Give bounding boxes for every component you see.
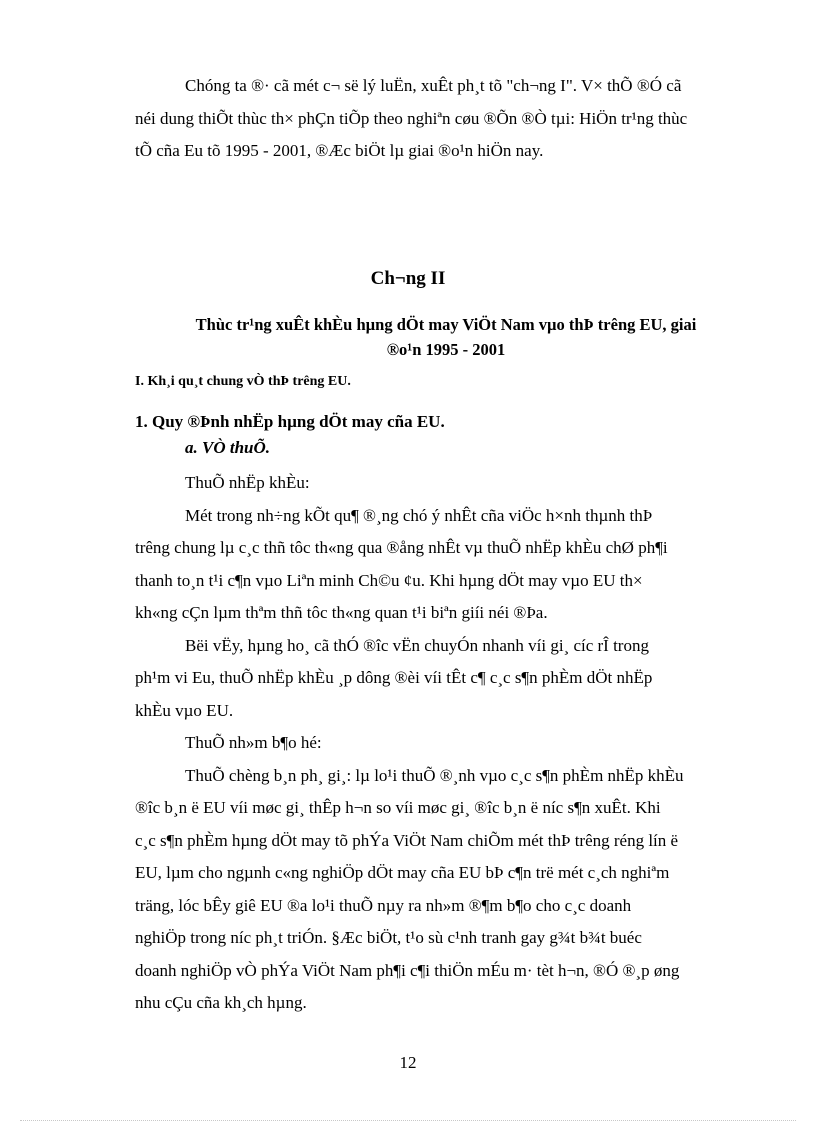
text-line: ThuÕ chèng b¸n ph¸ gi¸: lµ lo¹i thuÕ ®¸nh vµo c¸c s¶n phÈm nhËp khÈu [185, 765, 684, 785]
text-line: ®îc b¸n ë EU víi møc gi¸ thÊp h¬n so víi møc gi¸ ®îc b¸n ë níc s¶n xuÊt. Khi [135, 798, 661, 817]
text-line: kh«ng cÇn lµm thªm thñ tôc th«ng quan t¹i biªn giíi néi ®Þa. [135, 603, 548, 622]
text-line: Chóng ta ®· cã mét c¬ së lý luËn, xuÊt ph¸t tõ "ch¬ng I". V× thÕ ®Ó cã [185, 76, 682, 95]
tax-heading: ThuÕ nhËp khÈu: [185, 473, 310, 492]
text-line: Mét trong nh÷ng kÕt qu¶ ®¸ng chó ý nhÊt cña viÖc h×nh thµnh thÞ [185, 505, 653, 525]
chapter-title-line: Thùc tr¹ng xuÊt khÈu hµng dÖt may ViÖt Nam vµo thÞ trêng EU, giai [195, 315, 697, 334]
text-line: doanh nghiÖp vÒ phÝa ViÖt Nam ph¶i c¶i thiÖn mÉu m· tèt h¬n, ®Ó ®¸p øng [135, 960, 680, 980]
section-heading-1: 1. Quy ®Þnh nhËp hµng dÖt may cña EU. [135, 412, 445, 431]
body-text [135, 467, 757, 1020]
text-line: néi dung thiÕt thùc th× phÇn tiÕp theo nghiªn cøu ®Õn ®Ò tµi: HiÖn tr¹ng thùc [135, 108, 688, 128]
dumping-heading: ThuÕ nh»m b¶o hé: [185, 733, 322, 752]
text-line: Bëi vËy, hµng ho¸ cã thÓ ®îc vËn chuyÓn nhanh víi gi¸ cíc rÎ trong [185, 635, 649, 655]
text-line: ph¹m vi Eu, thuÕ nhËp khÈu ¸p dông ®èi víi tÊt c¶ c¸c s¶n phÈm dÖt nhËp [135, 668, 653, 687]
chapter-title [135, 312, 757, 362]
text-line: tÕ cña Eu tõ 1995 - 2001, ®Æc biÖt lµ giai ®o¹n hiÖn nay. [135, 141, 544, 160]
chapter-heading: Ch¬ng II [370, 268, 446, 289]
section-heading-i: I. Kh¸i qu¸t chung vÒ thÞ trêng EU. [135, 374, 351, 389]
text-line: c¸c s¶n phÈm hµng dÖt may tõ phÝa ViÖt Nam chiÕm mét thÞ trêng réng lín ë [135, 830, 679, 850]
text-line: nhu cÇu cña kh¸ch hµng. [135, 993, 307, 1012]
text-line: träng, lóc bÊy giê EU ®a lo¹i thuÕ nµy ra nh»m ®¶m b¶o cho c¸c doanh [135, 895, 632, 915]
text-line: khÈu vµo EU. [135, 700, 234, 720]
page-number: 12 [399, 1053, 417, 1072]
page-bottom-divider [20, 1120, 796, 1121]
chapter-title-line: ®o¹n 1995 - 2001 [386, 340, 506, 359]
intro-paragraph [135, 70, 757, 168]
text-line: EU, lµm cho ngµnh c«ng nghiÖp dÖt may cña EU bÞ c¶n trë mét c¸ch nghiªm [135, 863, 670, 882]
text-line: trêng chung lµ c¸c thñ tôc th«ng qua ®ång nhÊt vµ thuÕ nhËp khÈu chØ ph¶i [135, 538, 668, 557]
text-line: nghiÖp trong níc ph¸t triÓn. §Æc biÖt, t¹o sù c¹nh tranh gay g¾t b¾t buéc [135, 928, 642, 947]
text-line: thanh to¸n t¹i c¶n vµo Liªn minh Ch©u ¢u. Khi hµng dÖt may vµo EU th× [135, 570, 643, 590]
subsection-heading-a: a. VÒ thuÕ. [185, 438, 271, 457]
